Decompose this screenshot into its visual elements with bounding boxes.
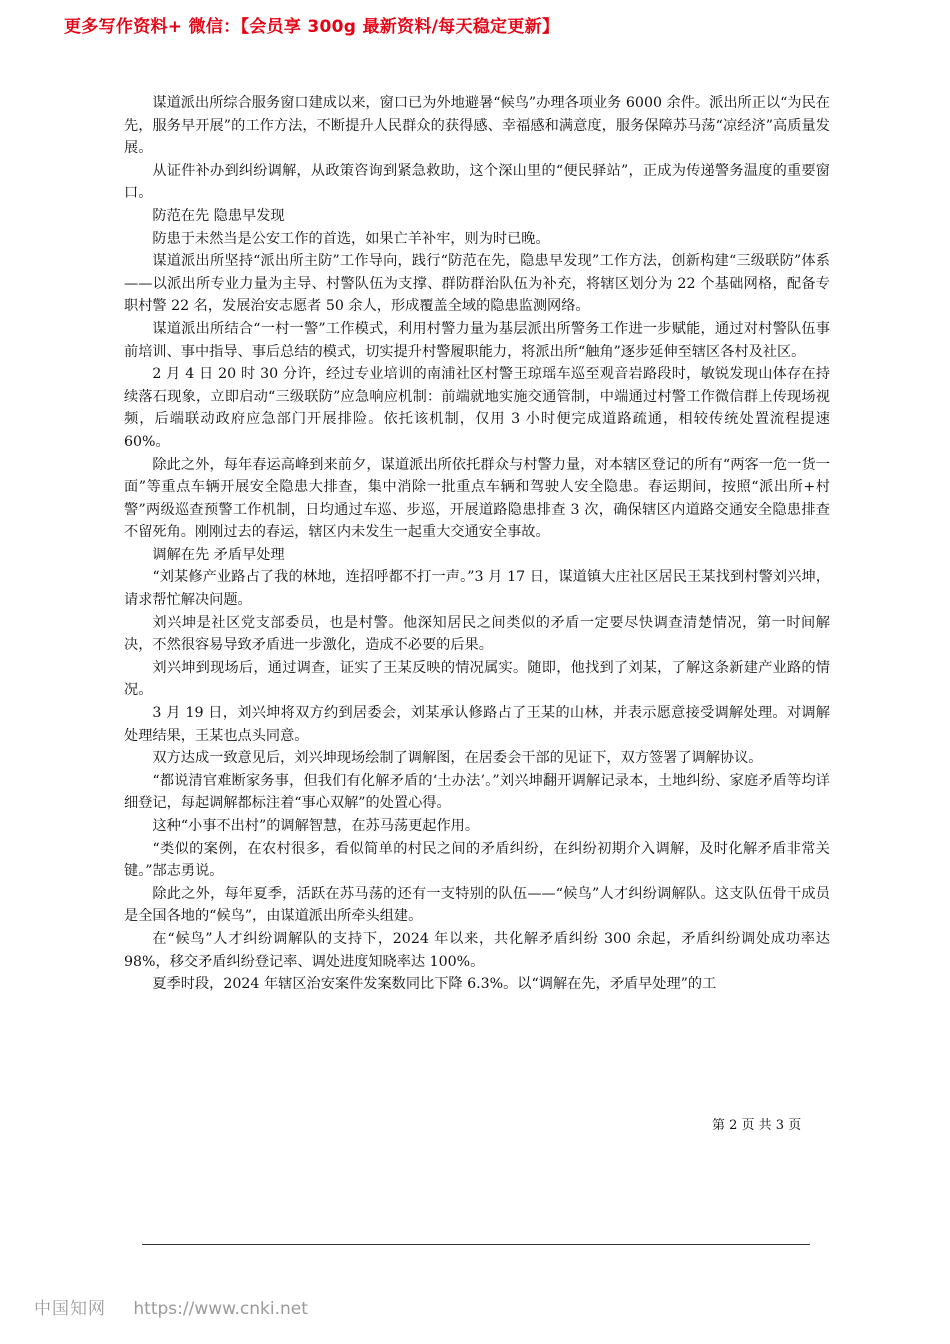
paragraph: 刘兴坤到现场后，通过调查，证实了王某反映的情况属实。随即，他找到了刘某，了解这条新建产业路的情况。 [124,659,830,699]
section-heading: 调解在先 矛盾早处理 [152,546,285,563]
paragraph: 谋道派出所坚持“派出所主防”工作导向，践行“防范在先，隐患早发现”工作方法，创新构建“三级联防”体系——以派出所专业力量为主导、村警队伍为支撑、群防群治队伍为补充，将辖区划分为 22 个基础网格，配备专职村警 22 名，发展治安志愿者 50 余人，形成覆盖全域的隐患监测网络。 [124,253,830,315]
paragraph: 刘兴坤是社区党支部委员，也是村警。他深知居民之间类似的矛盾一定要尽快调查清楚情况，第一时间解决，不然很容易导致矛盾进一步激化，造成不必要的后果。 [124,614,830,654]
paragraph: 从证件补办到纠纷调解，从政策咨询到紧急救助，这个深山里的“便民驿站”，正成为传递警务温度的重要窗口。 [124,162,830,202]
footer-divider [142,1244,810,1245]
paragraph: 这种“小事不出村”的调解智慧，在苏马荡更起作用。 [152,818,480,834]
article-body [124,92,830,996]
footer-url[interactable]: https://www.cnki.net [133,1299,308,1319]
paragraph: 夏季时段，2024 年辖区治安案件发案数同比下降 6.3%。以“调解在先，矛盾早处理”的工 [152,976,717,993]
paragraph: 除此之外，每年春运高峰到来前夕，谋道派出所依托群众与村警力量，对本辖区登记的所有“两客一危一货一面”等重点车辆开展安全隐患大排查，集中消除一批重点车辆和驾驶人安全隐患。春运期间，按照“派出所+村警”两级巡查预警工作机制，日均通过车巡、步巡，开展道路隐患排查 3 次，确保辖区内道路交通安全隐患排查不留死角。刚刚过去的春运，辖区内未发生一起重大交通安全事故。 [124,456,830,541]
paragraph: 2 月 4 日 20 时 30 分许，经过专业培训的南浦社区村警王琼瑶车巡至观音岩路段时，敏锐发现山体存在持续落石现象，立即启动“三级联防”应急响应机制：前端就地实施交通管制，中端通过村警工作微信群上传现场视频，后端联动政府应急部门开展排险。依托该机制，仅用 3 小时便完成道路疏通，相较传统处置流程提速 60%。 [124,366,830,450]
paragraph: 谋道派出所综合服务窗口建成以来，窗口已为外地避暑“候鸟”办理各项业务 6000 余件。派出所正以“为民在先，服务早开展”的工作方法，不断提升人民群众的获得感、幸福感和满意度，服务保障苏马荡“凉经济”高质量发展。 [124,95,830,157]
paragraph: 3 月 19 日，刘兴坤将双方约到居委会，刘某承认修路占了王某的山林，并表示愿意接受调解处理。对调解处理结果，王某也点头同意。 [124,705,830,744]
paragraph: 在“候鸟”人才纠纷调解队的支持下，2024 年以来，共化解矛盾纠纷 300 余起，矛盾纠纷调处成功率达 98%，移交矛盾纠纷登记率、调处进度知晓率达 100%。 [124,930,830,970]
cnki-logo-text: 中国知网 [34,1299,106,1319]
paragraph: “类似的案例，在农村很多，看似简单的村民之间的矛盾纠纷，在纠纷初期介入调解，及时化解矛盾非常关键。”郜志勇说。 [124,840,830,880]
paragraph: 除此之外，每年夏季，活跃在苏马荡的还有一支特别的队伍——“候鸟”人才纠纷调解队。这支队伍骨干成员是全国各地的“候鸟”，由谋道派出所牵头组建。 [124,885,830,925]
paragraph: 防患于未然当是公安工作的首选，如果亡羊补牢，则为时已晚。 [152,230,550,247]
page-number: 第 2 页 共 3 页 [712,1118,802,1133]
paragraph: 双方达成一致意见后，刘兴坤现场绘制了调解图，在居委会干部的见证下，双方签署了调解协议。 [152,750,763,767]
paragraph: 谋道派出所结合“一村一警”工作模式，利用村警力量为基层派出所警务工作进一步赋能，通过对村警队伍事前培训、事中指导、事后总结的模式，切实提升村警履职能力，将派出所“触角”逐步延伸至辖区各村及社区。 [124,320,830,360]
paragraph: “都说清官难断家务事，但我们有化解矛盾的‘土办法’。”刘兴坤翻开调解记录本，土地纠纷、家庭矛盾等均详细登记，每起调解都标注着“事心双解”的处置心得。 [124,772,830,812]
footer [34,1294,308,1319]
promo-banner: 更多写作资料+ 微信：【会员享 300g 最新资料/每天稳定更新】 [64,17,560,37]
paragraph: “刘某修产业路占了我的林地，连招呼都不打一声。”3 月 17 日，谋道镇大庄社区居民王某找到村警刘兴坤，请求帮忙解决问题。 [124,569,830,609]
section-heading: 防范在先 隐患早发现 [152,207,285,224]
